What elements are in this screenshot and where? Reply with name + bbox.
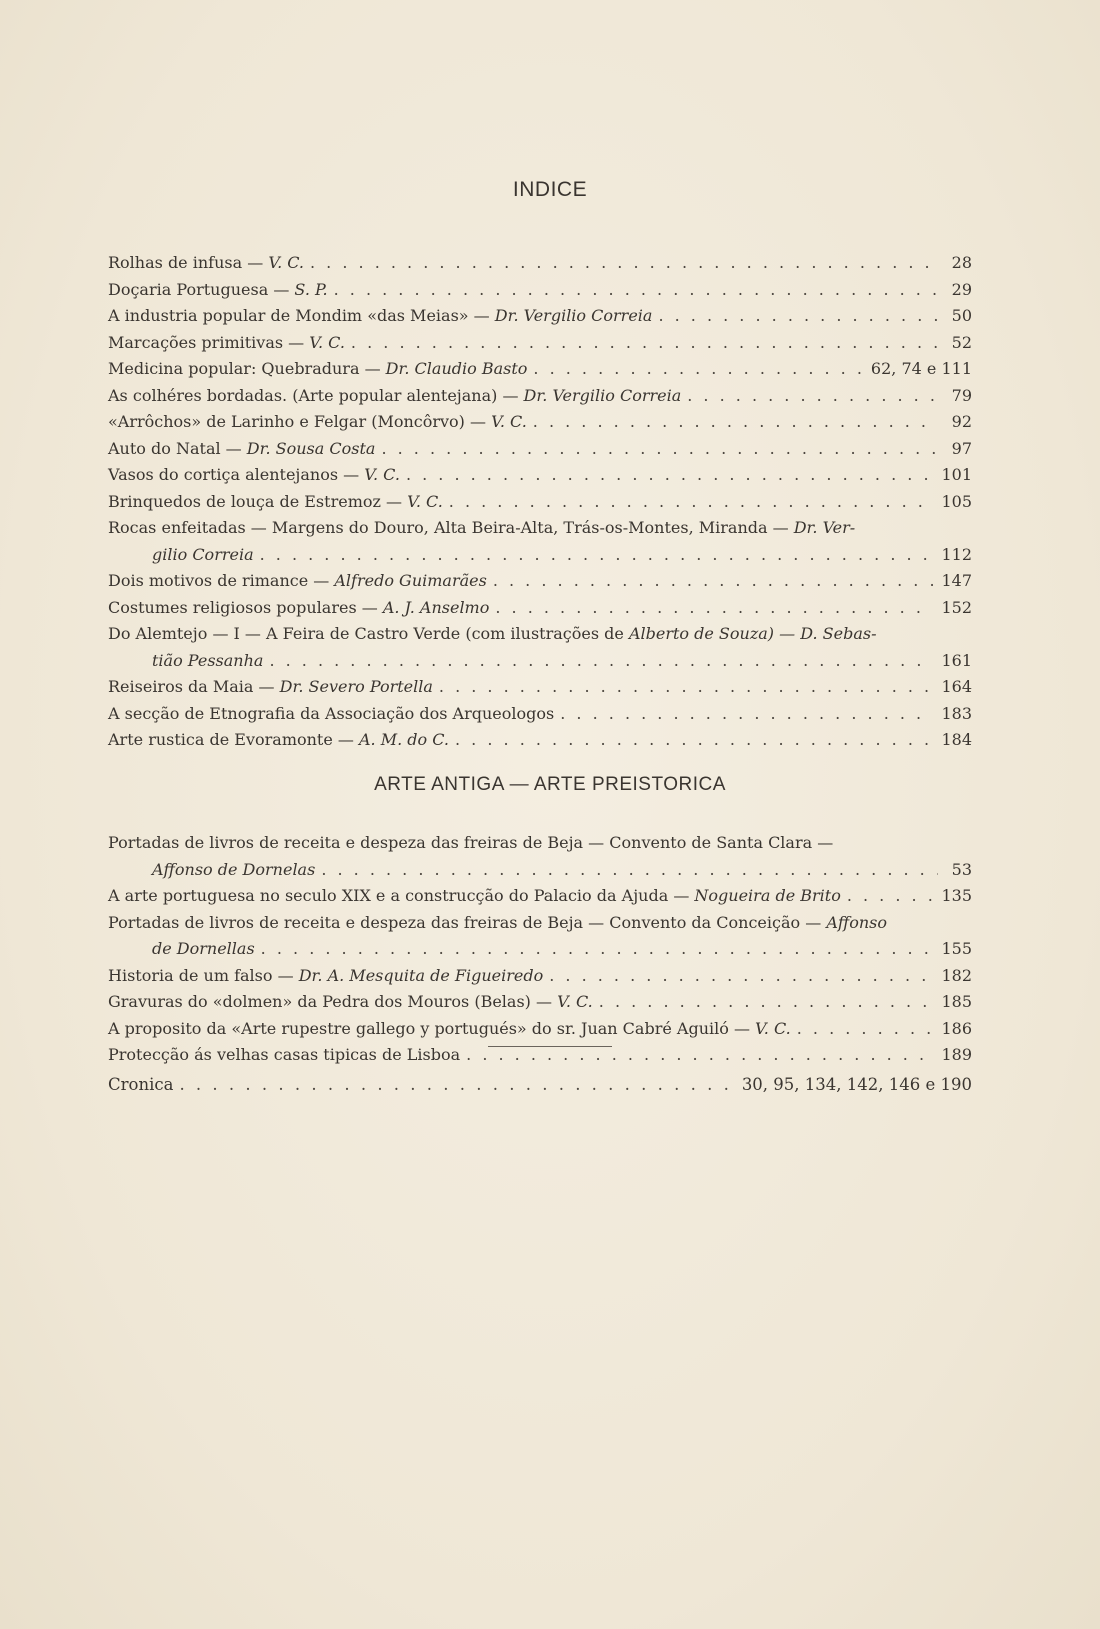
- entry-author: V. C.: [268, 253, 304, 272]
- entry-text: Arte rustica de Evoramonte —: [108, 730, 359, 749]
- page-number: 161: [941, 650, 972, 670]
- entry-title: [108, 674, 433, 701]
- entry-author: A. M. do C.: [359, 730, 449, 749]
- index-row: [108, 595, 972, 622]
- entry-title: [108, 250, 304, 277]
- index-row-continuation: [108, 648, 972, 675]
- page-number: 105: [941, 491, 972, 511]
- entry-title: [108, 436, 375, 463]
- entry-text: Medicina popular: Quebradura —: [108, 359, 386, 378]
- leader-dots: [375, 436, 938, 463]
- entry-author: V. C.: [491, 412, 527, 431]
- leader-dots: [304, 250, 938, 277]
- index-row: [108, 277, 972, 304]
- entry-author: de Dornellas: [152, 939, 255, 958]
- index-row: [108, 383, 972, 410]
- page-title: INDICE: [512, 178, 588, 201]
- index-row-continuation: [108, 936, 972, 963]
- leader-dots: [791, 1016, 934, 1043]
- entry-author: Alberto de Souza) — D. Sebas-: [628, 624, 877, 643]
- entry-author: V. C.: [309, 332, 345, 352]
- page-number: 152: [941, 597, 972, 617]
- entry-text: Costumes religiosos populares —: [108, 597, 383, 617]
- page-number: 135: [941, 886, 972, 905]
- entry-text: Portadas de livros de receita e despeza das freiras de Beja — Convento de Santa Clara —: [108, 833, 834, 852]
- leader-dots: [433, 674, 934, 701]
- leader-dots: [328, 277, 938, 304]
- leader-dots: [255, 936, 934, 963]
- index-row: [108, 489, 972, 516]
- index-row: [108, 356, 972, 383]
- index-row: [108, 409, 972, 436]
- entry-title: [108, 462, 400, 489]
- entry-title: [108, 883, 841, 910]
- leader-dots: [449, 727, 933, 754]
- leader-dots: [254, 542, 934, 569]
- leader-dots: [315, 857, 938, 884]
- entry-author: Dr. Claudio Basto: [385, 359, 528, 378]
- leader-dots: [543, 963, 933, 990]
- entry-author: Dr. Sousa Costa: [246, 438, 376, 458]
- leader-dots: [263, 648, 933, 675]
- entry-author: Dr. Ver-: [793, 518, 856, 537]
- entry-title: [108, 515, 855, 542]
- index-row: [108, 727, 972, 754]
- entry-title: [108, 910, 887, 937]
- leader-dots: [681, 383, 938, 410]
- entry-text: Dois motivos de rimance —: [108, 571, 335, 590]
- entry-title: [108, 409, 527, 436]
- entry-author: Alfredo Guimarães: [334, 571, 487, 590]
- page-number: 182: [941, 965, 972, 985]
- page-number: 189: [941, 1045, 972, 1064]
- entry-title: [108, 621, 876, 648]
- entry-author: V. C.: [755, 1018, 791, 1038]
- entry-author: tião Pessanha: [152, 650, 264, 670]
- page-number: 52: [951, 332, 972, 352]
- leader-dots: [173, 1072, 733, 1099]
- leader-dots: [527, 356, 863, 383]
- entry-text: Doçaria Portuguesa —: [108, 279, 295, 299]
- entry-text: Rolhas de infusa —: [108, 253, 269, 272]
- entry-author: Dr. Vergilio Correia: [523, 385, 682, 405]
- entry-title: [108, 277, 328, 304]
- leader-dots: [400, 462, 934, 489]
- page-number: 185: [941, 992, 972, 1011]
- entry-text: Marcações primitivas —: [108, 332, 310, 352]
- cronica-entry: [108, 1072, 972, 1099]
- entry-title: Cronica: [108, 1075, 174, 1094]
- page-number: 53: [951, 859, 972, 879]
- entry-title: [108, 568, 487, 595]
- entry-text: A secção de Etnografia da Associação dos Arqueologos: [108, 703, 555, 723]
- entry-author: V. C.: [407, 491, 443, 511]
- entry-author: V. C.: [557, 992, 593, 1011]
- index-row-continuation: [108, 857, 972, 884]
- entry-text: Gravuras do «dolmen» da Pedra dos Mouros (Belas) —: [108, 992, 558, 1011]
- page-number: 97: [951, 438, 972, 458]
- index-row: [108, 436, 972, 463]
- entry-text: Portadas de livros de receita e despeza das freiras de Beja — Convento da Conceição —: [108, 912, 827, 932]
- entry-text: Historia de um falso —: [108, 965, 299, 985]
- entry-author: A. J. Anselmo: [382, 597, 490, 617]
- leader-dots: [593, 989, 934, 1016]
- entry-title: [108, 963, 543, 990]
- entry-author: Dr. A. Mesquita de Figueiredo: [298, 965, 544, 985]
- index-row: [108, 701, 972, 728]
- entry-author: V. C.: [364, 465, 400, 484]
- page-number: 155: [941, 939, 972, 958]
- page-number: 184: [941, 730, 972, 749]
- index-list-popular-art: [108, 250, 972, 754]
- entry-title: [108, 727, 449, 754]
- page-number: 50: [951, 306, 972, 325]
- index-row: [108, 1016, 972, 1043]
- entry-title: [108, 830, 833, 857]
- entry-title: [108, 489, 443, 516]
- entry-title: [108, 303, 652, 330]
- leader-dots: [443, 489, 934, 516]
- leader-dots: [487, 568, 934, 595]
- entry-text: As colhéres bordadas. (Arte popular alentejana) —: [108, 385, 524, 405]
- page-number: 112: [941, 544, 972, 564]
- page-number: 164: [941, 677, 972, 696]
- entry-text: A arte portuguesa no seculo XIX e a construcção do Palacio da Ajuda —: [108, 886, 695, 905]
- page-number: 29: [951, 279, 972, 299]
- index-row: [108, 1072, 972, 1099]
- entry-title: [108, 989, 593, 1016]
- entry-title: [108, 330, 345, 357]
- entry-text: «Arrôchos» de Larinho e Felgar (Moncôrvo) —: [108, 412, 492, 431]
- index-row: [108, 910, 972, 937]
- index-row: [108, 330, 972, 357]
- page-number: 183: [941, 703, 972, 723]
- index-row: [108, 883, 972, 910]
- separator-rule: [488, 1046, 612, 1047]
- index-list-ancient-art: [108, 830, 972, 1069]
- entry-author: Affonso de Dornelas: [152, 859, 316, 879]
- entry-author: S. P.: [294, 279, 328, 299]
- page-number: 79: [951, 385, 972, 405]
- entry-text: A proposito da «Arte rupestre gallego y portugués» do sr. Juan Cabré Aguiló —: [108, 1018, 756, 1038]
- index-row: [108, 303, 972, 330]
- page-number: 186: [941, 1018, 972, 1038]
- entry-title: [108, 383, 681, 410]
- entry-title: [108, 595, 489, 622]
- index-row: [108, 621, 972, 648]
- index-row: [108, 963, 972, 990]
- page-number: 92: [951, 412, 972, 431]
- index-row: [108, 462, 972, 489]
- entry-author: gilio Correia: [152, 544, 254, 564]
- entry-text: Vasos do cortiça alentejanos —: [108, 465, 365, 484]
- entry-text: Auto do Natal —: [108, 438, 247, 458]
- entry-author: Dr. Vergilio Correia: [494, 306, 653, 325]
- entry-title: [108, 1016, 791, 1043]
- index-row: [108, 515, 972, 542]
- entry-text: Protecção ás velhas casas tipicas de Lisboa: [108, 1045, 461, 1064]
- entry-text: Do Alemtejo — I — A Feira de Castro Verde (com ilustrações de: [108, 624, 629, 643]
- leader-dots: [527, 409, 938, 436]
- section-title: ARTE ANTIGA — ARTE PREISTORICA: [374, 774, 726, 795]
- page-number: 147: [941, 571, 972, 590]
- entry-author: Nogueira de Brito: [694, 886, 841, 905]
- leader-dots: [345, 330, 938, 357]
- entry-text: Reiseiros da Maia —: [108, 677, 280, 696]
- index-row-continuation: [108, 542, 972, 569]
- page-number: 28: [951, 253, 972, 272]
- index-row: [108, 250, 972, 277]
- entry-title: [108, 701, 554, 728]
- entry-title: [108, 1042, 460, 1069]
- index-row: [108, 674, 972, 701]
- page-number: 62, 74 e 111: [870, 359, 972, 378]
- entry-author: Dr. Severo Portella: [279, 677, 433, 696]
- index-row: [108, 830, 972, 857]
- page-numbers: 30, 95, 134, 142, 146 e 190: [741, 1075, 972, 1094]
- index-row: [108, 568, 972, 595]
- index-row: [108, 989, 972, 1016]
- leader-dots: [841, 883, 934, 910]
- entry-author: Affonso: [826, 912, 887, 932]
- entry-text: A industria popular de Mondim «das Meias» —: [108, 306, 495, 325]
- entry-title: [108, 356, 527, 383]
- leader-dots: [489, 595, 933, 622]
- entry-text: Rocas enfeitadas — Margens do Douro, Alta Beira-Alta, Trás-os-Montes, Miranda —: [108, 518, 794, 537]
- entry-text: Brinquedos de louça de Estremoz —: [108, 491, 408, 511]
- leader-dots: [652, 303, 938, 330]
- leader-dots: [554, 701, 933, 728]
- page-number: 101: [941, 465, 972, 484]
